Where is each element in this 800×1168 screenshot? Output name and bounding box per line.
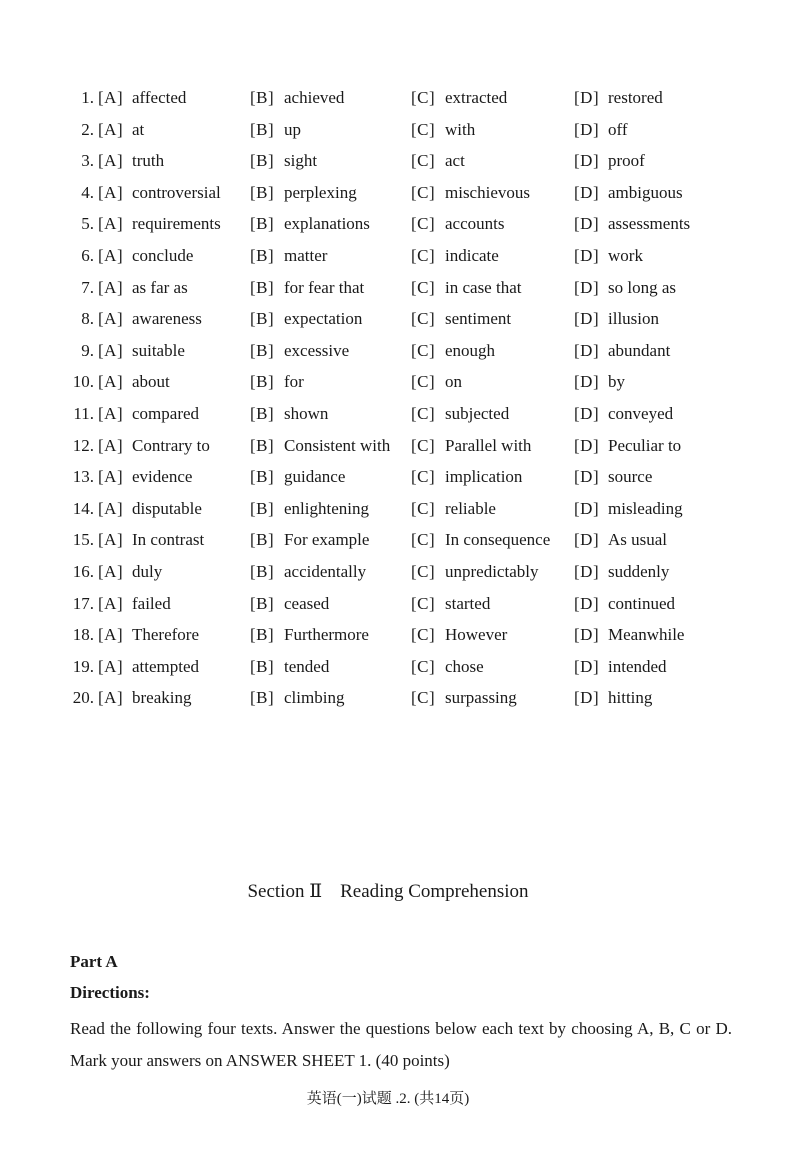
option-b bbox=[250, 149, 317, 173]
option-letter: [C] bbox=[411, 245, 436, 265]
question-row bbox=[0, 370, 800, 402]
option-c bbox=[411, 118, 475, 142]
option-d bbox=[574, 244, 643, 268]
question-number: 3. bbox=[81, 151, 94, 171]
option-d bbox=[574, 560, 669, 584]
option-b bbox=[250, 370, 304, 394]
question-row bbox=[0, 655, 800, 687]
option-letter: [B] bbox=[250, 530, 275, 550]
option-b bbox=[250, 212, 370, 236]
option-letter: [A] bbox=[98, 214, 124, 234]
question-options-list bbox=[0, 86, 800, 718]
option-b bbox=[250, 592, 329, 616]
option-d bbox=[574, 655, 667, 679]
option-text: perplexing bbox=[284, 182, 357, 202]
option-text: shown bbox=[284, 403, 329, 423]
option-text: Parallel with bbox=[445, 435, 532, 455]
option-letter: [B] bbox=[250, 88, 275, 107]
question-row bbox=[0, 497, 800, 529]
question-row bbox=[0, 307, 800, 339]
option-letter: [D] bbox=[574, 403, 600, 423]
option-text: compared bbox=[132, 403, 200, 423]
option-letter: [D] bbox=[574, 467, 600, 487]
option-letter: [B] bbox=[250, 688, 275, 708]
option-text: In contrast bbox=[132, 530, 205, 550]
option-letter: [B] bbox=[250, 498, 275, 518]
option-a bbox=[98, 339, 185, 363]
option-text: proof bbox=[608, 151, 645, 171]
option-text: truth bbox=[132, 151, 165, 171]
option-d bbox=[574, 623, 684, 647]
option-letter: [D] bbox=[574, 214, 600, 234]
option-letter: [B] bbox=[250, 277, 275, 297]
option-a bbox=[98, 560, 162, 584]
option-text: unpredictably bbox=[445, 561, 539, 581]
option-text: restored bbox=[608, 88, 663, 107]
option-text: so long as bbox=[608, 277, 676, 297]
option-text: hitting bbox=[608, 688, 653, 708]
option-b bbox=[250, 465, 345, 489]
option-c bbox=[411, 212, 504, 236]
question-row bbox=[0, 212, 800, 244]
directions-text: Read the following four texts. Answer the questions below each text by choosing A, B, C or D. Mark your answers on ANSWER SHEET 1. (40 points) bbox=[70, 1019, 732, 1070]
option-letter: [A] bbox=[98, 309, 124, 329]
option-c bbox=[411, 528, 550, 552]
question-row bbox=[0, 118, 800, 150]
option-text: implication bbox=[445, 467, 523, 487]
option-text: misleading bbox=[608, 498, 683, 518]
option-letter: [C] bbox=[411, 656, 436, 676]
option-letter: [D] bbox=[574, 277, 600, 297]
option-d bbox=[574, 686, 652, 710]
option-text: Consistent with bbox=[284, 435, 391, 455]
option-text: continued bbox=[608, 593, 676, 613]
question-number: 19. bbox=[72, 656, 94, 676]
option-a bbox=[98, 434, 210, 458]
option-letter: [C] bbox=[411, 435, 436, 455]
option-letter: [B] bbox=[250, 593, 275, 613]
option-letter: [D] bbox=[574, 88, 600, 107]
option-letter: [D] bbox=[574, 593, 600, 613]
option-text: disputable bbox=[132, 498, 202, 518]
option-text: mischievous bbox=[445, 182, 530, 202]
option-letter: [C] bbox=[411, 625, 436, 645]
option-text: explanations bbox=[284, 214, 370, 234]
question-row bbox=[0, 592, 800, 624]
option-c bbox=[411, 465, 522, 489]
question-number: 12. bbox=[72, 435, 94, 455]
option-a bbox=[98, 307, 202, 331]
section-title-text: Reading Comprehension bbox=[340, 881, 529, 902]
option-a bbox=[98, 592, 171, 616]
option-letter: [C] bbox=[411, 214, 436, 234]
page-footer: 英语(一)试题 .2. (共14页) bbox=[306, 1091, 470, 1107]
option-text: accounts bbox=[445, 214, 505, 234]
option-a bbox=[98, 244, 193, 268]
option-letter: [A] bbox=[98, 530, 124, 550]
option-letter: [B] bbox=[250, 435, 275, 455]
option-text: enough bbox=[445, 340, 496, 360]
question-number: 8. bbox=[81, 309, 94, 329]
section-number: Section Ⅱ bbox=[247, 881, 323, 902]
option-d bbox=[574, 402, 673, 426]
option-a bbox=[98, 370, 170, 394]
option-letter: [C] bbox=[411, 151, 436, 171]
option-letter: [D] bbox=[574, 182, 600, 202]
option-c bbox=[411, 181, 530, 205]
option-letter: [A] bbox=[98, 119, 124, 139]
option-b bbox=[250, 528, 369, 552]
option-a bbox=[98, 276, 188, 300]
option-b bbox=[250, 560, 366, 584]
option-letter: [B] bbox=[250, 561, 275, 581]
question-number: 1. bbox=[81, 88, 94, 107]
option-text: accidentally bbox=[284, 561, 367, 581]
option-letter: [A] bbox=[98, 561, 124, 581]
option-text: chose bbox=[445, 656, 484, 676]
option-text: assessments bbox=[608, 214, 691, 234]
option-a bbox=[98, 118, 144, 142]
option-letter: [C] bbox=[411, 88, 436, 107]
option-text: intended bbox=[608, 656, 667, 676]
option-text: with bbox=[445, 119, 476, 139]
option-letter: [A] bbox=[98, 403, 124, 423]
question-row bbox=[0, 623, 800, 655]
option-b bbox=[250, 86, 344, 110]
option-letter: [D] bbox=[574, 498, 600, 518]
option-letter: [D] bbox=[574, 245, 600, 265]
option-b bbox=[250, 339, 349, 363]
option-letter: [B] bbox=[250, 625, 275, 645]
directions-label: Directions: bbox=[70, 983, 150, 1002]
part-title: Part A bbox=[70, 952, 118, 971]
option-text: started bbox=[445, 593, 491, 613]
option-b bbox=[250, 686, 344, 710]
option-text: conveyed bbox=[608, 403, 674, 423]
option-c bbox=[411, 276, 521, 300]
option-text: For example bbox=[284, 530, 370, 550]
option-letter: [A] bbox=[98, 88, 124, 107]
option-d bbox=[574, 370, 625, 394]
option-letter: [C] bbox=[411, 340, 436, 360]
option-text: illusion bbox=[608, 309, 660, 329]
option-letter: [D] bbox=[574, 561, 600, 581]
option-c bbox=[411, 339, 495, 363]
option-text: off bbox=[608, 119, 628, 139]
question-row bbox=[0, 402, 800, 434]
option-text: as far as bbox=[132, 277, 188, 297]
option-text: conclude bbox=[132, 245, 194, 265]
option-c bbox=[411, 686, 517, 710]
option-text: failed bbox=[132, 593, 171, 613]
option-letter: [B] bbox=[250, 309, 275, 329]
option-d bbox=[574, 339, 670, 363]
option-text: controversial bbox=[132, 182, 221, 202]
question-row bbox=[0, 686, 800, 718]
option-letter: [A] bbox=[98, 340, 124, 360]
option-d bbox=[574, 212, 690, 236]
option-b bbox=[250, 497, 369, 521]
option-a bbox=[98, 528, 204, 552]
option-c bbox=[411, 370, 462, 394]
question-row bbox=[0, 276, 800, 308]
option-letter: [A] bbox=[98, 372, 124, 392]
option-b bbox=[250, 623, 369, 647]
option-text: awareness bbox=[132, 309, 202, 329]
question-number: 20. bbox=[72, 688, 94, 708]
question-number: 7. bbox=[81, 277, 94, 297]
option-text: on bbox=[445, 372, 462, 392]
option-letter: [D] bbox=[574, 340, 600, 360]
question-number: 6. bbox=[81, 245, 94, 265]
option-letter: [B] bbox=[250, 119, 275, 139]
option-d bbox=[574, 181, 683, 205]
option-text: for bbox=[284, 372, 304, 392]
option-text: duly bbox=[132, 561, 163, 581]
option-c bbox=[411, 307, 511, 331]
question-row bbox=[0, 434, 800, 466]
question-number: 4. bbox=[81, 182, 94, 202]
option-text: for fear that bbox=[284, 277, 365, 297]
option-text: by bbox=[608, 372, 625, 392]
option-a bbox=[98, 402, 199, 426]
option-text: excessive bbox=[284, 340, 350, 360]
option-letter: [B] bbox=[250, 151, 275, 171]
option-letter: [B] bbox=[250, 245, 275, 265]
option-letter: [C] bbox=[411, 277, 436, 297]
option-text: subjected bbox=[445, 403, 510, 423]
option-text: evidence bbox=[132, 467, 193, 487]
option-text: about bbox=[132, 372, 170, 392]
option-text: attempted bbox=[132, 656, 200, 676]
option-text: indicate bbox=[445, 245, 499, 265]
option-letter: [C] bbox=[411, 688, 436, 708]
option-text: However bbox=[445, 625, 508, 645]
option-text: achieved bbox=[284, 88, 345, 107]
option-letter: [C] bbox=[411, 403, 436, 423]
question-row bbox=[0, 149, 800, 181]
option-letter: [A] bbox=[98, 245, 124, 265]
option-letter: [D] bbox=[574, 530, 600, 550]
option-letter: [A] bbox=[98, 688, 124, 708]
option-letter: [B] bbox=[250, 372, 275, 392]
option-letter: [B] bbox=[250, 182, 275, 202]
option-text: affected bbox=[132, 88, 187, 107]
option-text: tended bbox=[284, 656, 330, 676]
option-text: sight bbox=[284, 151, 318, 171]
question-row bbox=[0, 560, 800, 592]
option-d bbox=[574, 465, 652, 489]
option-letter: [C] bbox=[411, 182, 436, 202]
option-text: ambiguous bbox=[608, 182, 683, 202]
option-a bbox=[98, 86, 186, 110]
question-number: 13. bbox=[72, 467, 94, 487]
question-number: 18. bbox=[72, 625, 94, 645]
option-c bbox=[411, 560, 538, 584]
option-a bbox=[98, 181, 221, 205]
option-a bbox=[98, 212, 221, 236]
option-text: abundant bbox=[608, 340, 671, 360]
question-number: 5. bbox=[81, 214, 94, 234]
option-letter: [A] bbox=[98, 656, 124, 676]
option-text: guidance bbox=[284, 467, 346, 487]
option-letter: [D] bbox=[574, 372, 600, 392]
option-text: reliable bbox=[445, 498, 496, 518]
question-row bbox=[0, 181, 800, 213]
option-text: As usual bbox=[608, 530, 668, 550]
option-b bbox=[250, 307, 362, 331]
option-text: In consequence bbox=[445, 530, 551, 550]
option-letter: [C] bbox=[411, 561, 436, 581]
option-letter: [B] bbox=[250, 214, 275, 234]
option-letter: [A] bbox=[98, 182, 124, 202]
option-c bbox=[411, 497, 496, 521]
option-c bbox=[411, 244, 499, 268]
question-row bbox=[0, 86, 800, 118]
option-b bbox=[250, 276, 364, 300]
option-d bbox=[574, 434, 681, 458]
option-letter: [B] bbox=[250, 467, 275, 487]
option-c bbox=[411, 402, 509, 426]
option-text: matter bbox=[284, 245, 328, 265]
option-letter: [A] bbox=[98, 498, 124, 518]
option-c bbox=[411, 655, 484, 679]
option-c bbox=[411, 592, 490, 616]
option-letter: [C] bbox=[411, 530, 436, 550]
option-letter: [A] bbox=[98, 593, 124, 613]
question-number: 16. bbox=[72, 561, 94, 581]
option-a bbox=[98, 655, 199, 679]
option-text: Meanwhile bbox=[608, 625, 685, 645]
option-letter: [D] bbox=[574, 688, 600, 708]
option-letter: [C] bbox=[411, 467, 436, 487]
option-text: breaking bbox=[132, 688, 192, 708]
option-letter: [A] bbox=[98, 625, 124, 645]
question-number: 11. bbox=[73, 403, 94, 423]
option-text: climbing bbox=[284, 688, 345, 708]
option-d bbox=[574, 528, 667, 552]
option-text: suddenly bbox=[608, 561, 670, 581]
option-a bbox=[98, 623, 199, 647]
option-b bbox=[250, 434, 390, 458]
question-number: 15. bbox=[72, 530, 94, 550]
option-b bbox=[250, 402, 328, 426]
option-d bbox=[574, 149, 645, 173]
option-a bbox=[98, 465, 192, 489]
option-b bbox=[250, 181, 357, 205]
question-number: 14. bbox=[72, 498, 94, 518]
option-text: Contrary to bbox=[132, 435, 210, 455]
option-text: ceased bbox=[284, 593, 330, 613]
option-letter: [A] bbox=[98, 277, 124, 297]
question-row bbox=[0, 528, 800, 560]
option-d bbox=[574, 86, 663, 110]
option-c bbox=[411, 623, 507, 647]
option-text: at bbox=[132, 119, 145, 139]
option-letter: [B] bbox=[250, 340, 275, 360]
option-b bbox=[250, 655, 329, 679]
option-letter: [D] bbox=[574, 625, 600, 645]
option-text: enlightening bbox=[284, 498, 369, 518]
option-text: Peculiar to bbox=[608, 435, 682, 455]
option-d bbox=[574, 307, 659, 331]
option-d bbox=[574, 118, 628, 142]
option-a bbox=[98, 686, 191, 710]
option-text: requirements bbox=[132, 214, 221, 234]
question-number: 9. bbox=[81, 340, 94, 360]
option-letter: [A] bbox=[98, 151, 124, 171]
option-letter: [A] bbox=[98, 435, 124, 455]
option-letter: [B] bbox=[250, 656, 275, 676]
option-letter: [C] bbox=[411, 119, 436, 139]
option-c bbox=[411, 86, 507, 110]
option-letter: [B] bbox=[250, 403, 275, 423]
option-text: suitable bbox=[132, 340, 185, 360]
option-letter: [C] bbox=[411, 309, 436, 329]
option-c bbox=[411, 434, 531, 458]
option-letter: [A] bbox=[98, 467, 124, 487]
option-text: source bbox=[608, 467, 653, 487]
option-text: Therefore bbox=[132, 625, 200, 645]
option-b bbox=[250, 244, 327, 268]
question-row bbox=[0, 339, 800, 371]
option-letter: [C] bbox=[411, 372, 436, 392]
option-text: act bbox=[445, 151, 465, 171]
option-text: in case that bbox=[445, 277, 522, 297]
question-number: 2. bbox=[81, 119, 94, 139]
option-text: work bbox=[608, 245, 643, 265]
option-d bbox=[574, 276, 676, 300]
section-heading bbox=[0, 880, 776, 903]
question-number: 10. bbox=[72, 372, 94, 392]
option-text: extracted bbox=[445, 88, 508, 107]
question-row bbox=[0, 465, 800, 497]
option-letter: [D] bbox=[574, 435, 600, 455]
option-letter: [D] bbox=[574, 119, 600, 139]
option-a bbox=[98, 149, 164, 173]
option-text: Furthermore bbox=[284, 625, 369, 645]
option-text: surpassing bbox=[445, 688, 517, 708]
option-b bbox=[250, 118, 301, 142]
option-text: expectation bbox=[284, 309, 363, 329]
option-d bbox=[574, 497, 683, 521]
option-c bbox=[411, 149, 465, 173]
question-row bbox=[0, 244, 800, 276]
option-text: sentiment bbox=[445, 309, 512, 329]
option-a bbox=[98, 497, 202, 521]
option-letter: [D] bbox=[574, 656, 600, 676]
option-text: up bbox=[284, 119, 301, 139]
option-letter: [C] bbox=[411, 593, 436, 613]
option-letter: [C] bbox=[411, 498, 436, 518]
option-letter: [D] bbox=[574, 309, 600, 329]
option-letter: [D] bbox=[574, 151, 600, 171]
option-d bbox=[574, 592, 675, 616]
question-number: 17. bbox=[72, 593, 94, 613]
